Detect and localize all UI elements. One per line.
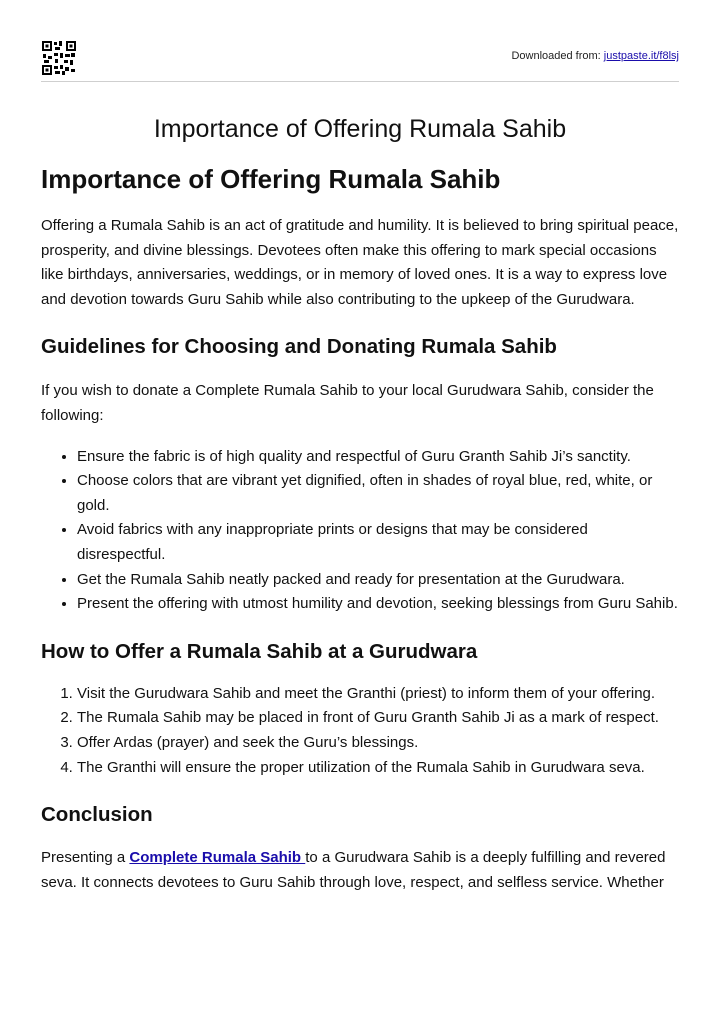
list-item: 4. The Granthi will ensure the proper utilization of the Rumala Sahib in Gurudwara seva. <box>77 756 679 781</box>
list-item: • Get the Rumala Sahib neatly packed and ready for presentation at the Gurudwara. <box>77 568 679 593</box>
guidelines-list <box>41 445 679 617</box>
complete-rumala-sahib-link[interactable]: Complete Rumala Sahib <box>129 849 306 867</box>
howto-heading: How to Offer a Rumala Sahib at a Gurudwara <box>41 639 478 663</box>
conclusion-heading: Conclusion <box>41 803 153 827</box>
main-heading: Importance of Offering Rumala Sahib <box>41 164 501 194</box>
page-header <box>41 0 679 82</box>
downloaded-from <box>511 50 679 62</box>
howto-list <box>41 682 679 780</box>
document-title: Importance of Offering Rumala Sahib <box>153 115 567 143</box>
list-item: • Choose colors that are vibrant yet dignified, often in shades of royal blue, red, white, or gold. <box>77 469 679 518</box>
list-item: 2. The Rumala Sahib may be placed in front of Guru Granth Sahib Ji as a mark of respect. <box>77 706 679 731</box>
guidelines-heading: Guidelines for Choosing and Donating Rumala Sahib <box>41 335 557 359</box>
list-item: 3. Offer Ardas (prayer) and seek the Guru’s blessings. <box>77 731 679 756</box>
conclusion-text-start: Presenting a <box>41 849 130 867</box>
list-item: • Ensure the fabric is of high quality and respectful of Guru Granth Sahib Ji’s sanctity. <box>77 445 679 470</box>
list-item: 1. Visit the Gurudwara Sahib and meet the Granthi (priest) to inform them of your offering. <box>77 682 679 707</box>
source-link[interactable]: justpaste.it/f8lsj <box>603 50 679 62</box>
conclusion-paragraph <box>41 846 679 895</box>
qr-code-icon <box>42 41 76 75</box>
list-item: • Present the offering with utmost humility and devotion, seeking blessings from Guru Sahib. <box>77 592 679 617</box>
intro-paragraph: Offering a Rumala Sahib is an act of gratitude and humility. It is believed to bring spiritual peace, prosperity, and divine blessings. Devotees often make this offering to mark special occasions like birthdays, anniversaries, weddings, or in memory of loved ones. It is a way to express love and devotion towards Guru Sahib while also contributing to the upkeep of the Gurudwara. <box>41 217 679 308</box>
downloaded-label: Downloaded from: <box>511 50 601 62</box>
guidelines-intro: If you wish to donate a Complete Rumala Sahib to your local Gurudwara Sahib, consider the following: <box>41 382 654 424</box>
list-item: • Avoid fabrics with any inappropriate prints or designs that may be considered disrespectful. <box>77 518 679 567</box>
conclusion-text-end: to a Gurudwara Sahib is a deeply fulfilling and revered seva. It connects devotees to Guru Sahib through love, respect, and selfless service. Whether <box>41 849 666 891</box>
